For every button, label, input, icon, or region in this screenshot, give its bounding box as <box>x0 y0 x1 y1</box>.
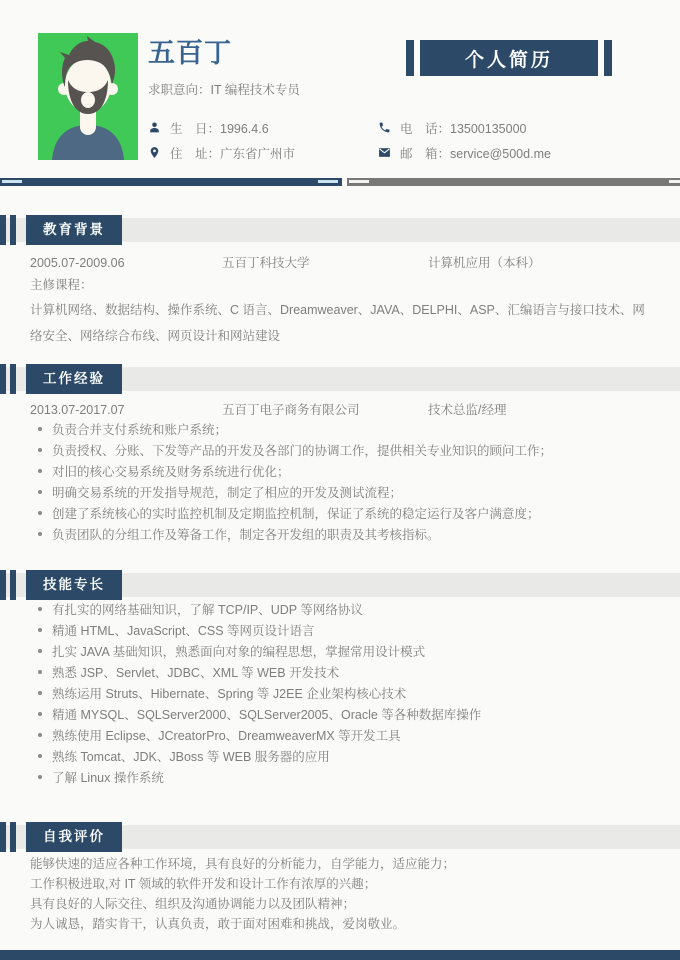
divider-dash <box>349 180 369 183</box>
resume-title-badge <box>406 40 612 76</box>
skill-bullet-item <box>38 705 650 726</box>
badge-left-bar <box>406 40 414 76</box>
work-bullet-item <box>38 420 650 441</box>
phone-row <box>378 115 608 140</box>
section-header-skills <box>0 570 680 600</box>
skill-bullet-item <box>38 726 650 747</box>
badge-title: 个人简历 <box>420 40 598 76</box>
bullet-text: 熟悉 JSP、Servlet、JDBC、XML 等 WEB 开发技术 <box>52 666 340 680</box>
skill-bullet-item <box>38 642 650 663</box>
email-text: 邮 箱：service@500d.me <box>400 146 551 161</box>
section-left-bar <box>10 822 16 852</box>
bullet-icon <box>38 754 42 758</box>
location-icon <box>148 146 161 159</box>
skill-bullet-item <box>38 747 650 768</box>
section-left-bar <box>10 570 16 600</box>
skill-bullet-item <box>38 768 650 789</box>
avatar-illustration <box>38 33 138 160</box>
work-bullet-item <box>38 483 650 504</box>
work-position: 技术总监/经理 <box>428 403 507 417</box>
courses-text: 计算机网络、数据结构、操作系统、C 语言、Dreamweaver、JAVA、DELPHI、ASP、汇编语言与接口技术、网络安全、网络综合布线、网页设计和网站建设 <box>30 303 645 343</box>
evaluation-text: 能够快速的适应各种工作环境，具有良好的分析能力，自学能力，适应能力； <box>30 857 456 871</box>
bullet-icon <box>38 469 42 473</box>
section-left-bar <box>10 364 16 394</box>
divider-dash <box>2 180 22 183</box>
evaluation-line <box>30 894 650 914</box>
bullet-text: 创建了系统核心的实时监控机制及定期监控机制，保证了系统的稳定运行及客户满意度； <box>52 507 540 521</box>
divider-dash <box>669 180 680 183</box>
birthday-text: 生 日：1996.4.6 <box>170 121 269 136</box>
bullet-text: 明确交易系统的开发指导规范，制定了相应的开发及测试流程； <box>52 486 403 500</box>
section-title: 教育背景 <box>26 215 122 245</box>
bullet-icon <box>38 628 42 632</box>
bullet-icon <box>38 490 42 494</box>
badge-right-bar <box>604 40 612 76</box>
evaluation-body <box>0 854 680 934</box>
address-row <box>148 140 378 165</box>
bullet-text: 熟练 Tomcat、JDK、JBoss 等 WEB 服务器的应用 <box>52 750 330 764</box>
email-row <box>378 140 608 165</box>
contact-info <box>148 115 680 165</box>
section-left-bar <box>10 215 16 245</box>
evaluation-text: 为人诚恳，踏实肯干，认真负责，敢于面对困难和挑战，爱岗敬业。 <box>30 917 406 931</box>
bullet-icon <box>38 649 42 653</box>
bullet-icon <box>38 511 42 515</box>
work-bullet-item <box>38 525 650 546</box>
bullet-icon <box>38 532 42 536</box>
header <box>0 0 680 165</box>
bullet-text: 扎实 JAVA 基础知识，熟悉面向对象的编程思想，掌握常用设计模式 <box>52 645 426 659</box>
section-left-bar <box>0 364 6 394</box>
bullet-icon <box>38 607 42 611</box>
evaluation-line <box>30 914 650 934</box>
work-body <box>0 400 680 546</box>
skill-bullet-item <box>38 600 650 621</box>
education-period: 2005.07-2009.06 <box>30 256 125 270</box>
divider-gray-segment <box>347 178 680 186</box>
work-bullet-item <box>38 462 650 483</box>
divider-dash <box>318 180 338 183</box>
contact-col-left <box>148 115 378 165</box>
candidate-name: 五百丁 <box>148 38 232 68</box>
bullet-icon <box>38 691 42 695</box>
skill-bullet-item <box>38 663 650 684</box>
job-intent: 求职意向：IT 编程技术专员 <box>148 83 300 97</box>
bullet-text: 负责合并支付系统和账户系统； <box>52 423 228 437</box>
bullet-text: 熟练使用 Eclipse、JCreatorPro、DreamweaverMX 等开发工具 <box>52 729 401 743</box>
section-title: 工作经验 <box>26 364 122 394</box>
evaluation-text: 工作积极进取,对 IT 领域的软件开发和设计工作有浓厚的兴趣； <box>30 877 377 891</box>
section-header-education <box>0 215 680 245</box>
bullet-icon <box>38 733 42 737</box>
skills-bullet-list <box>30 600 650 789</box>
bullet-icon <box>38 427 42 431</box>
education-body <box>0 253 680 349</box>
bullet-icon <box>38 448 42 452</box>
divider-navy-segment <box>0 178 342 186</box>
birthday-row <box>148 115 378 140</box>
education-row <box>30 253 650 273</box>
section-header-work <box>0 364 680 394</box>
contact-col-right <box>378 115 608 165</box>
bullet-text: 对旧的核心交易系统及财务系统进行优化； <box>52 465 290 479</box>
skill-bullet-item <box>38 621 650 642</box>
bullet-text: 精通 MYSQL、SQLServer2000、SQLServer2005、Oracle 等各种数据库操作 <box>52 708 482 722</box>
phone-text: 电 话：13500135000 <box>400 121 527 136</box>
bullet-text: 负责授权、分账、下发等产品的开发及各部门的协调工作，提供相关专业知识的顾问工作； <box>52 444 553 458</box>
section-left-bar <box>0 822 6 852</box>
evaluation-line <box>30 874 650 894</box>
section-header-evaluation <box>0 822 680 852</box>
section-title: 技能专长 <box>26 570 122 600</box>
identity-block <box>148 38 406 98</box>
work-period: 2013.07-2017.07 <box>30 403 125 417</box>
work-row <box>30 400 650 420</box>
education-major: 计算机应用（本科） <box>428 256 541 270</box>
bullet-icon <box>38 775 42 779</box>
bullet-text: 了解 Linux 操作系统 <box>52 771 164 785</box>
work-bullet-list <box>30 420 650 546</box>
bullet-text: 精通 HTML、JavaScript、CSS 等网页设计语言 <box>52 624 315 638</box>
profile-photo <box>38 33 138 160</box>
mail-icon <box>378 146 391 159</box>
person-icon <box>148 121 161 134</box>
evaluation-text: 具有良好的人际交往、组织及沟通协调能力以及团队精神； <box>30 897 356 911</box>
work-bullet-item <box>38 441 650 462</box>
skills-body <box>0 600 680 789</box>
skill-bullet-item <box>38 684 650 705</box>
courses-label: 主修课程： <box>30 278 93 292</box>
section-left-bar <box>0 570 6 600</box>
bullet-icon <box>38 670 42 674</box>
evaluation-line <box>30 854 650 874</box>
header-divider <box>0 178 680 186</box>
bullet-text: 有扎实的网络基础知识，了解 TCP/IP、UDP 等网络协议 <box>52 603 363 617</box>
section-title: 自我评价 <box>26 822 122 852</box>
bullet-text: 负责团队的分组工作及筹备工作，制定各开发组的职责及其考核指标。 <box>52 528 440 542</box>
phone-icon <box>378 121 391 134</box>
footer-bar <box>0 950 680 960</box>
work-company: 五百丁电子商务有限公司 <box>222 403 360 417</box>
bullet-text: 熟练运用 Struts、Hibernate、Spring 等 J2EE 企业架构核心技术 <box>52 687 407 701</box>
header-right <box>138 33 680 165</box>
address-text: 住 址：广东省广州市 <box>170 146 296 161</box>
education-school: 五百丁科技大学 <box>222 256 310 270</box>
bullet-icon <box>38 712 42 716</box>
section-left-bar <box>0 215 6 245</box>
work-bullet-item <box>38 504 650 525</box>
